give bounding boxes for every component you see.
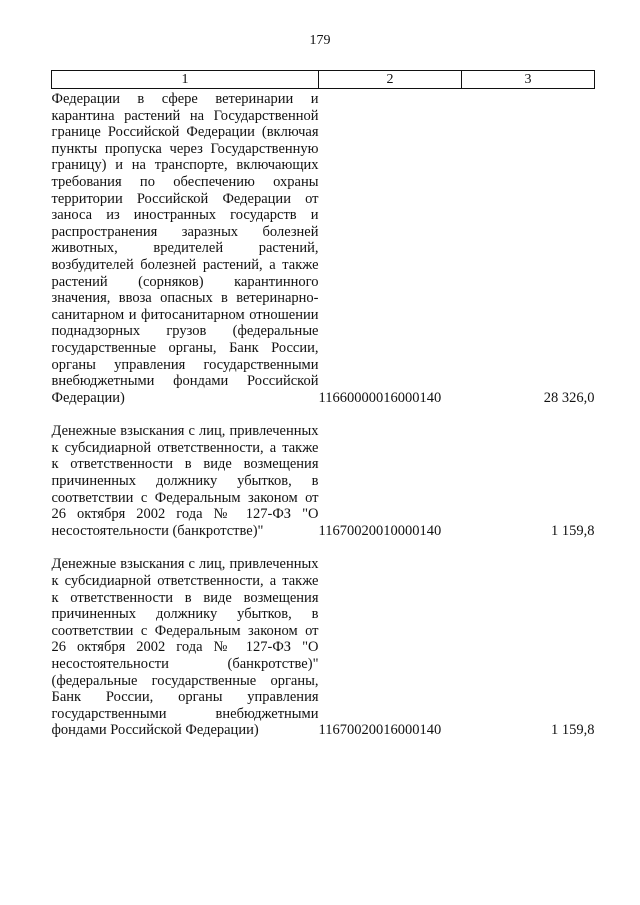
- row-spacer: [52, 539, 595, 556]
- column-header-2: 2: [319, 71, 462, 89]
- row-code: 11670020010000140: [318, 522, 442, 539]
- page-number: 179: [309, 33, 331, 48]
- column-header-1: 1: [52, 71, 319, 89]
- row-spacer: [52, 406, 595, 423]
- row-name: Денежные взыскания с лиц, привлеченных к субсидиарной ответственности, а также к ответственности в виде возмещения причиненных должнику убытков, в соответствии с Федеральным законом от 26 октября 2002 года № 127-ФЗ "О несостоятельности (банкротстве)" (федеральные государственные органы, Банк России, органы управления государственными внебюджетными фондами Российской Федерации): [51, 556, 319, 739]
- row-value: 28 326,0: [543, 389, 595, 406]
- table-row: [52, 556, 595, 739]
- row-value: 1 159,8: [551, 522, 595, 539]
- column-header-3: 3: [462, 71, 595, 89]
- table-header: [52, 71, 595, 89]
- row-code: 11670020016000140: [318, 722, 442, 739]
- row-name: Федерации в сфере ветеринарии и карантина растений на Государственной границе Российской Федерации (включая пункты пропуска через Государственную границу) и на транспорте, включающих требования по обеспечению охраны территории Российской Федерации от заноса из иностранных государств и распространения заразных болезней животных, вредителей растений, возбудителей болезней растений, а также растений (сорняков) карантинного значения, ввоза опасных в ветеринарно-санитарном и фитосанитарном отношении поднадзорных грузов (федеральные государственные органы, Банк России, органы управления государственными внебюджетными фондами Российской Федерации): [51, 91, 319, 406]
- table-row: [52, 423, 595, 539]
- row-code: 11660000016000140: [318, 389, 442, 406]
- row-value: 1 159,8: [551, 722, 595, 739]
- row-name: Денежные взыскания с лиц, привлеченных к субсидиарной ответственности, а также к ответственности в виде возмещения причиненных должнику убытков, в соответствии с Федеральным законом от 26 октября 2002 года № 127-ФЗ "О несостоятельности (банкротстве)": [51, 423, 319, 539]
- budget-table: [51, 70, 595, 739]
- table-row: [52, 89, 595, 407]
